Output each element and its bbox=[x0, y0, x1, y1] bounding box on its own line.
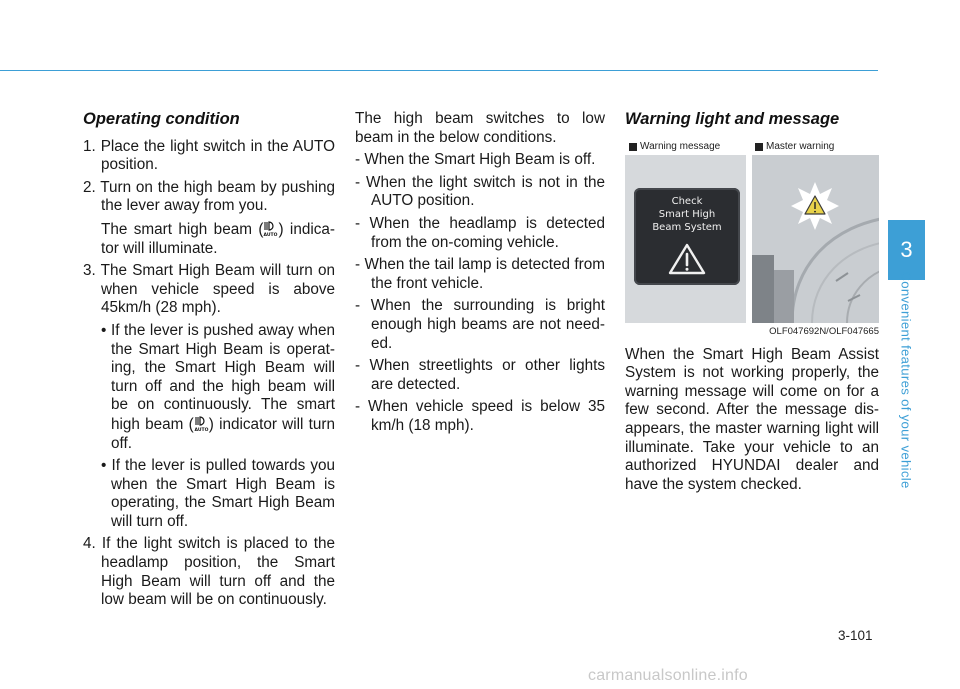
master-warning-burst-icon bbox=[791, 182, 839, 230]
bullet-lever-pushed-text-b: ) indicator will turn off. bbox=[111, 415, 336, 452]
warning-triangle-icon bbox=[667, 242, 707, 276]
condition-item: - When the light switch is not in the AUTO position. bbox=[355, 173, 605, 210]
warning-body: When the Smart High Beam Assist System is not working properly, the warning message will come on for a few second. After the message disappears, the master warning light will illuminate. Take your vehicle to an authorized HYUNDAI dealer and have the system checked. bbox=[625, 345, 879, 493]
operating-condition-heading: Operating condition bbox=[83, 110, 240, 128]
step-2: 2. Turn on the high beam by pushing the lever away from you. bbox=[83, 178, 335, 215]
step-4: 4. If the light switch is placed to the headlamp position, the Smart High Beam will turn off and the low beam will be on continuously. bbox=[83, 535, 335, 609]
condition-item: - When streetlights or other lights are detected. bbox=[355, 357, 605, 393]
watermark: carmanualsonline.info bbox=[588, 667, 748, 684]
condition-item: - When the Smart High Beam is off. bbox=[355, 151, 596, 169]
message-line: Smart High bbox=[658, 208, 716, 220]
square-marker-icon bbox=[755, 143, 763, 151]
cluster-dial-illustration bbox=[752, 155, 879, 323]
message-line: Beam System bbox=[652, 221, 722, 233]
step-1: 1. Place the light switch in the AUTO position. bbox=[83, 137, 335, 174]
condition-item: - When vehicle speed is below 35 km/h (18 mph). bbox=[355, 398, 605, 434]
column-operating-condition bbox=[83, 110, 335, 614]
figure-label-text: Warning message bbox=[640, 140, 721, 152]
svg-text:AUTO: AUTO bbox=[194, 427, 209, 433]
column-low-beam-conditions bbox=[355, 110, 605, 440]
bullet-lever-pushed-text-a: • If the lever is pushed away when the Smart High Beam is operating, the Smart High Beam will turn off and the high beam will be on continuously. The smart high beam ( bbox=[101, 321, 335, 433]
warning-figure bbox=[625, 138, 879, 338]
message-line: Check bbox=[671, 195, 703, 207]
auto-high-beam-icon bbox=[194, 415, 209, 433]
warning-message-panel bbox=[625, 155, 746, 323]
master-warning-panel bbox=[752, 155, 879, 323]
indicator-note-text-a: The smart high beam ( bbox=[101, 220, 264, 238]
condition-item: - When the surrounding is bright enough high beams are not needed. bbox=[355, 297, 605, 352]
square-marker-icon bbox=[629, 143, 637, 151]
bullet-lever-pushed bbox=[101, 322, 335, 453]
indicator-note-text-b: ) indicator will illuminate. bbox=[101, 220, 335, 257]
warning-heading: Warning light and message bbox=[625, 110, 840, 128]
column-warning bbox=[625, 110, 879, 498]
auto-high-beam-icon bbox=[263, 220, 278, 238]
low-beam-intro: The high beam switches to low beam in the below conditions. bbox=[355, 110, 605, 146]
chapter-tab: 3 bbox=[888, 220, 925, 280]
step-2-indicator-note bbox=[101, 220, 335, 258]
figure-label-master-warning bbox=[755, 138, 834, 157]
chapter-title: Convenient features of your vehicle bbox=[898, 271, 914, 489]
condition-item: - When the tail lamp is detected from the front vehicle. bbox=[355, 256, 605, 292]
svg-text:AUTO: AUTO bbox=[263, 232, 278, 238]
step-3: 3. The Smart High Beam will turn on when vehicle speed is above 45km/h (28 mph). bbox=[83, 262, 335, 317]
condition-item: - When the headlamp is detected from the on-coming vehicle. bbox=[355, 214, 605, 251]
cluster-message-display bbox=[634, 188, 740, 285]
figure-label-text: Master warning bbox=[766, 140, 835, 152]
header-rule bbox=[0, 70, 878, 71]
page-number: 3-101 bbox=[838, 628, 873, 643]
figure-code: OLF047692N/OLF047665 bbox=[769, 325, 879, 337]
figure-label-warning-message bbox=[629, 138, 720, 157]
bullet-lever-pulled: • If the lever is pulled towards you when the Smart High Beam is operating, the Smart High Beam will turn off. bbox=[101, 457, 335, 530]
